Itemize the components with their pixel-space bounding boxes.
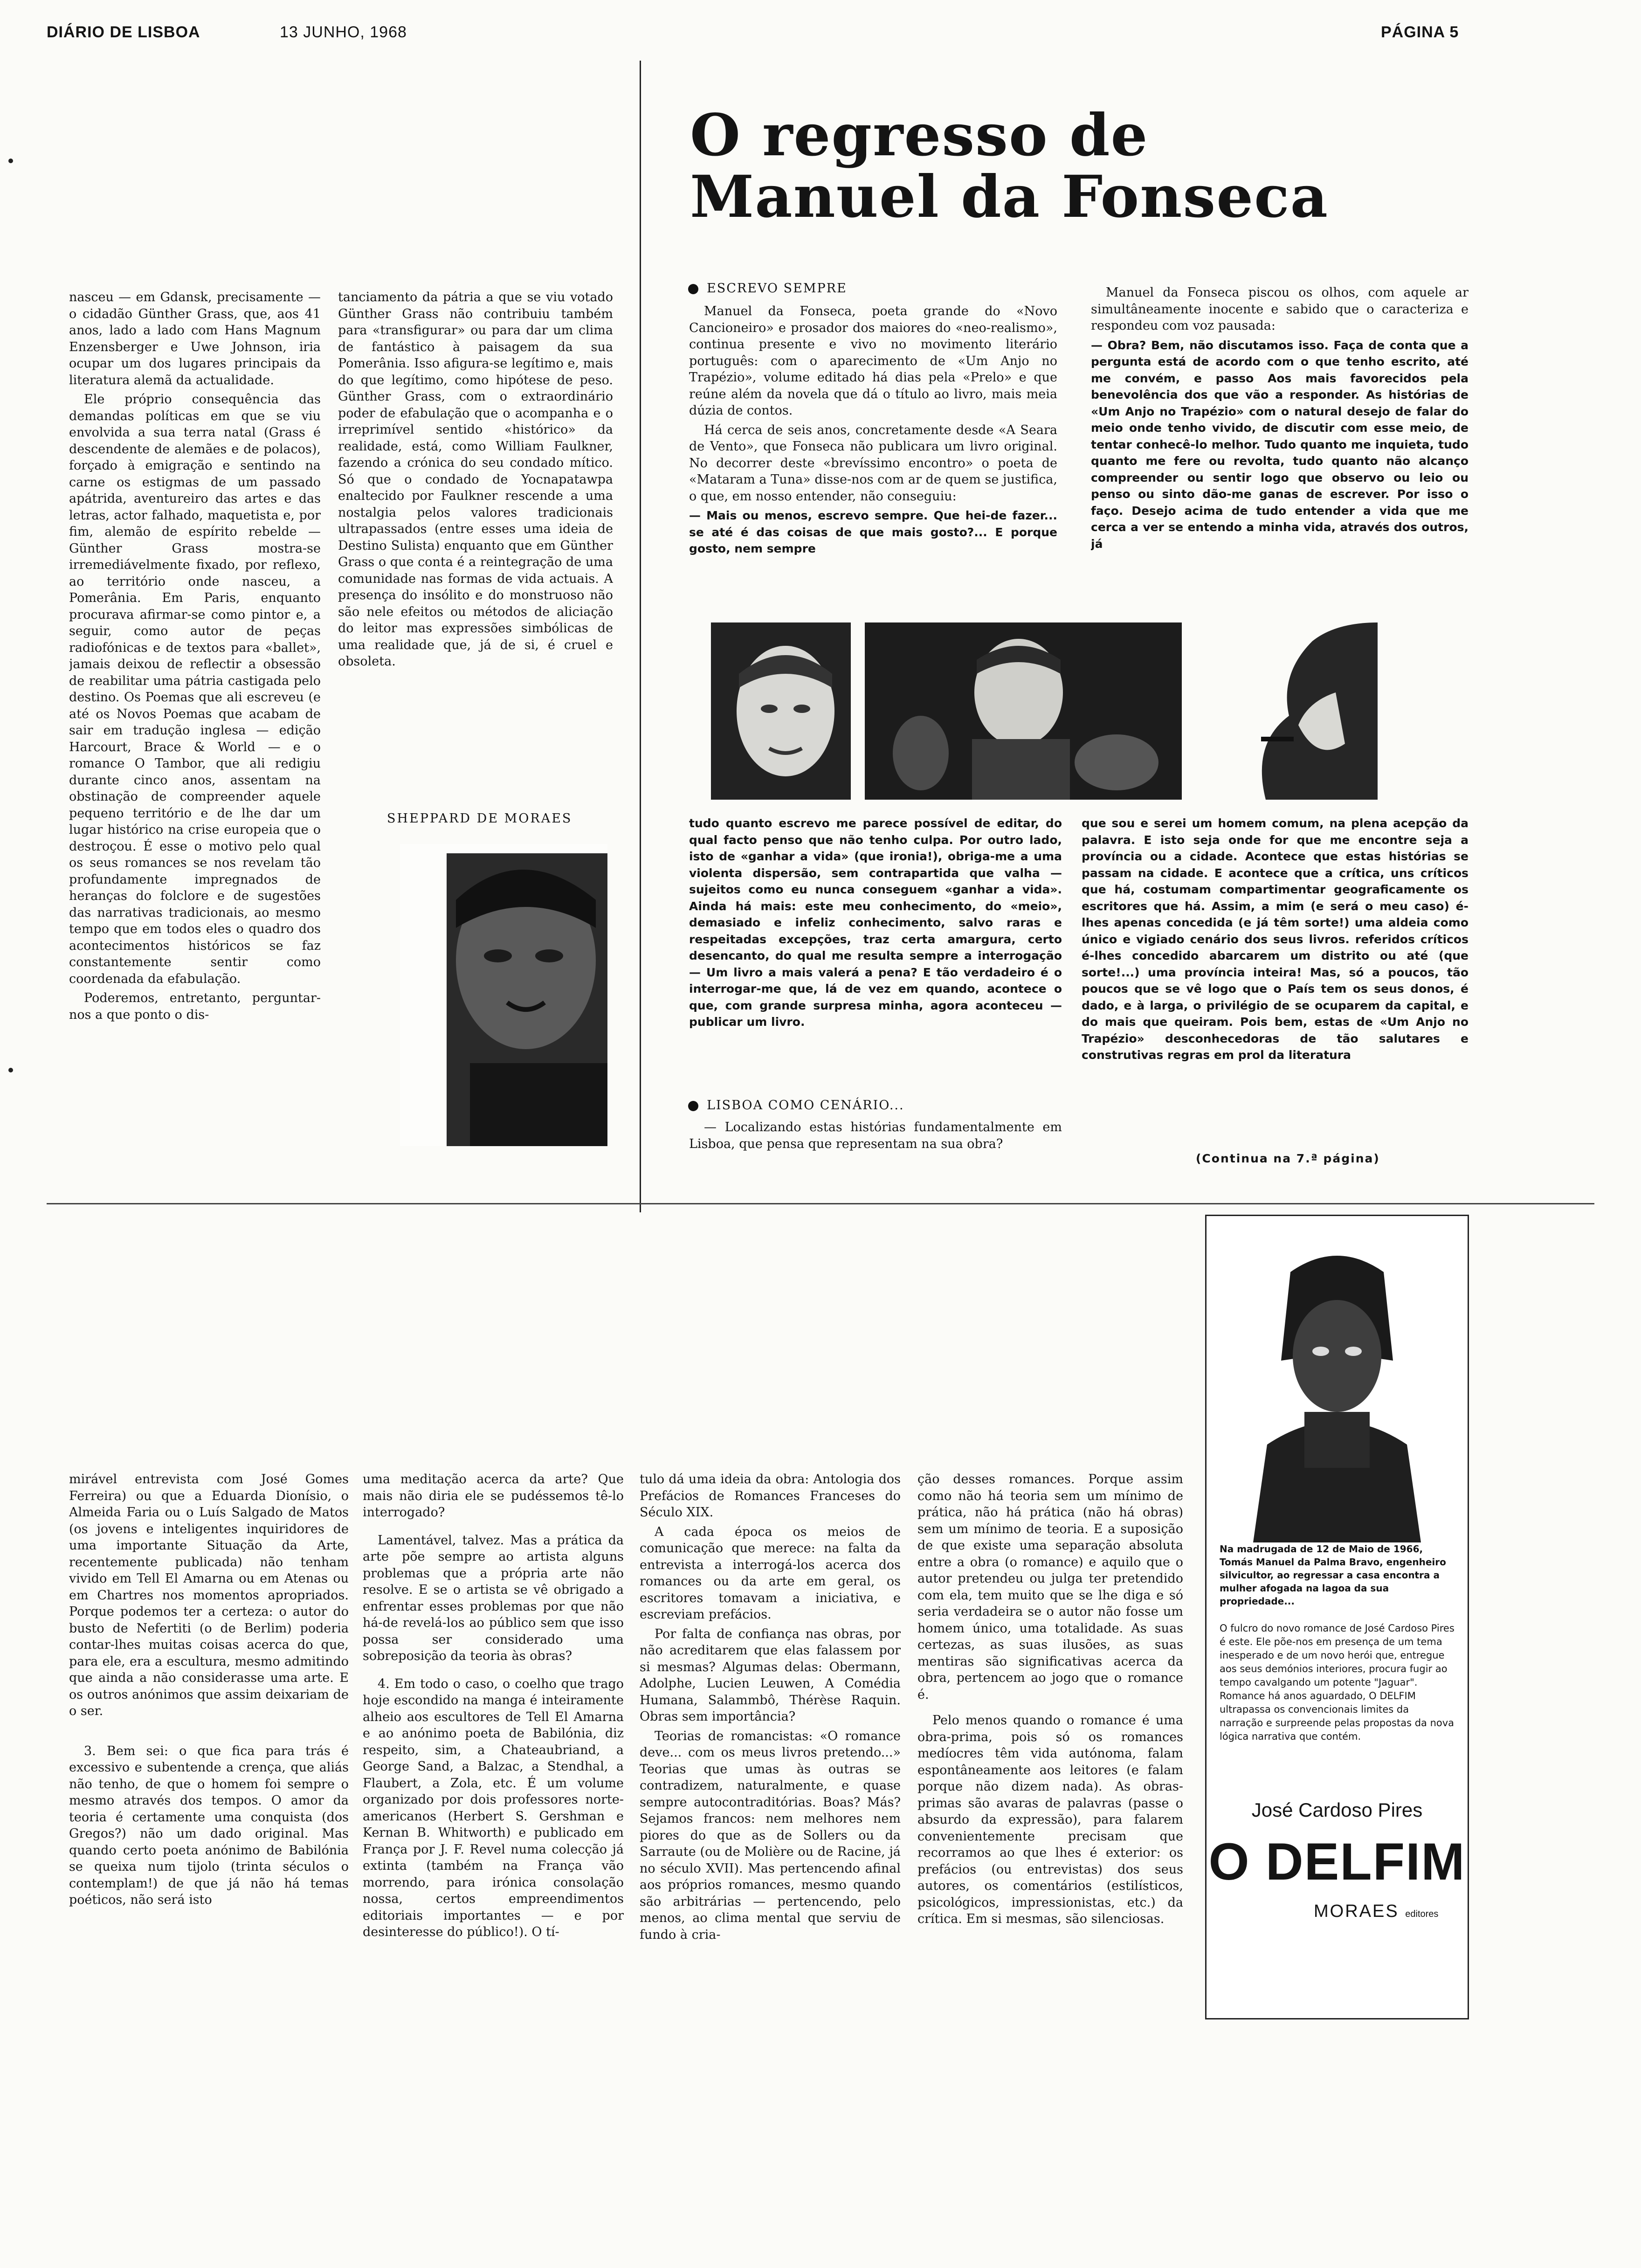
right-paragraph: — Obra? Bem, não discutamos isso. Faça de conta que a pergunta está de acordo com o que tenho escrito, até me convém, e passo Aos mais favorecidos pela benevolência dos que vão a responder. As histórias de «Um Anjo no Trapézio» com o natural desejo de falar do meio onde tenho vivido, de discutir com esse meio, de tentar conhecê-lo melhor. Tudo quanto me inquieta, tudo quanto me fere ou revolta, tudo quanto não alcanço compreender ou sentir logo que observo ou leio ou penso ou sinto dão-me ganas de escrever. Por isso o faço. Desejo acima de tudo entender a vida que me cerca a ver se entendo a minha vida, através dos outros, já — [1091, 338, 1469, 551]
bottom-paragraph: mirável entrevista com José Gomes Ferreira) ou que a Eduarda Dionísio, o Almeida Faria ou o Luís Salgado de Matos (os jovens e inteligentes inquiridores de uma importante Situação da Arte, recentemente publicada) não tenham vivido em Tell El Amarna ou em Atenas ou em Chartres nos momentos apropriados. Porque podemos ter a certeza: o autor do busto de Nefertiti (o de Berlim) poderia contar-lhes muitas coisas acerca do que, para ele, era a escultura, mesmo admitindo que ainda a não considerasse uma arte. E os outros anónimos que assim deixariam de o ser. — [69, 1472, 349, 1718]
bottom-paragraph: uma meditação acerca da arte? Que mais não diria ele se pudéssemos tê-lo interrogado? — [363, 1472, 624, 1520]
article-title — [690, 102, 1329, 231]
fonseca-photo-1 — [711, 622, 851, 800]
bottom-column-4 — [917, 1471, 1183, 2101]
bottom-paragraph: Por falta de confiança nas obras, por não acreditarem que elas falassem por si mesmas? Algumas delas: Obermann, Adolphe, Lucien Leuwen, A Comédia Humana, Salammbô, Thérèse Raquin. Obras sem importância? — [640, 1626, 901, 1724]
author-photo — [400, 844, 607, 1146]
intro-paragraph: Manuel da Fonseca, poeta grande do «Novo Cancioneiro» e prosador dos maiores do «neo-realismo», continua presente e vivo no movimento literário português: com o aparecimento de «Um Anjo no Trapézio», volume editado há dias pela «Prelo» e que reúne além da novela que dá o título ao livro, mais meia dúzia de contos. — [689, 304, 1057, 418]
bottom-paragraph: 4. Em todo o caso, o coelho que trago hoje escondido na manga é inteiramente alheio aos escultores de Tell El Amarna e ao anónimo poeta de Babilónia, diz respeito, sim, a Chateaubriand, a George Sand, a Balzac, a Stendhal, a Flaubert, a Zola, etc. É um volume organizado por dois professores norte-americanos (Herbert S. Gershman e Kernan B. Whitworth) e publicado em França por J. F. Revel numa colecção já extinta (também na França vão morrendo, para irónica consolação nossa, certos empreendimentos editoriais importantes — e por desinteresse do público!). O tí- — [363, 1676, 624, 1939]
grass-column-1 — [69, 289, 321, 1189]
fonseca-lower-left — [689, 815, 1062, 1113]
column-rule — [640, 61, 641, 1212]
bullet-icon — [688, 1101, 698, 1111]
question-paragraph: — Localizando estas histórias fundamentalmente em Lisboa, que pensa que representam na sua obra? — [689, 1120, 1062, 1151]
grass-paragraph: Poderemos, entretanto, perguntar-nos a que ponto o dis- — [69, 991, 321, 1022]
bottom-paragraph: Teorias de romancistas: «O romance deve... com os meus livros pretendo...» Teorias que umas às outras se contradizem, naturalmente, e quase sempre autocontraditórias. Boas? Más? Sejamos francos: nem melhores nem piores do que as de Sollers ou da Sarraute (ou de Molière ou de Racine, já no século XVII). Mas pertencendo afinal aos próprios romances, mesmo quando são arbitrárias — pertencendo, pelo menos, ao clima mental que serviu de fundo à cria- — [640, 1729, 901, 1942]
ad-author: José Cardoso Pires — [1251, 1799, 1423, 1821]
section-rule — [47, 1203, 1594, 1204]
bottom-column-3 — [640, 1471, 901, 2101]
author-signature: SHEPPARD DE MORAES — [387, 811, 572, 826]
fonseca-photo-2 — [865, 622, 1182, 800]
bottom-paragraph: ção desses romances. Porque assim como não há teoria sem um mínimo de prática, não há prática (não há obras) sem um mínimo de teoria. E a suposição de que existe uma separação absoluta entre a obra (o romance) e aquilo que o autor pretendeu ou julga ter pretendido com ela, tem muito que se lhe diga e só seria verdadeira se o autor não fosse um homem único, uma totalidade. As suas certezas, as suas ilusões, as suas mentiras são significativas acerca da obra, pertencem ao jogo que o romance é. — [917, 1472, 1183, 1702]
margin-mark — [8, 159, 13, 163]
continued-note: (Continua na 7.ª página) — [1196, 1152, 1380, 1165]
scene-graphic — [865, 622, 1182, 800]
publisher-suffix: editores — [1405, 1909, 1439, 1919]
title-line-1: O regresso de — [690, 102, 1149, 169]
portrait-graphic — [711, 622, 851, 800]
ad-caption: Na madrugada de 12 de Maio de 1966, Tomás Manuel da Palma Bravo, engenheiro silvicultor, ao regressar a casa encontra a mulher afogada na lagoa da sua propriedade... — [1220, 1543, 1446, 1607]
ad-photo — [1225, 1244, 1449, 1542]
ad-body: O fulcro do novo romance de José Cardoso Pires é este. Ele põe-nos em presença de um tema inesperado e de um novo herói que, entregue aos seus demónios interiores, procura fugir ao tempo cavalgando um potente "Jaguar". Romance há anos aguardado, O DELFIM ultrapassa os convencionais limites da narração e surpreende pelas propostas da nova lógica narrativa que contém. — [1220, 1623, 1455, 1742]
bottom-column-1 — [69, 1471, 349, 2101]
subhead-text: ESCREVO SEMPRE — [707, 281, 847, 296]
subhead-escrevo-sempre — [688, 281, 847, 296]
page-number: PÁGINA 5 — [1381, 23, 1459, 41]
fonseca-intro-column — [689, 303, 1057, 620]
answer-paragraph: tudo quanto escrevo me parece possível de editar, do qual facto penso que não tenho culpa. Por outro lado, isto de «ganhar a vida» (que ironia!), obriga-me a uma violenta dispersão, sem contrapartida que valha — sujeitos como eu nunca conseguem «ganhar a vida». Ainda há mais: este meu conhecimento, do «meio», demasiado e infeliz conhecimento, salvo raras e respeitadas excepções, traz certa amargura, certo desencanto, do qual me resulta sempre a interrogação — Um livro a mais valerá a pena? E tão verdadeiro é o interrogar-me que, lá de vez em quando, acontece o que, com grande surpresa minha, agora aconteceu — publicar um livro. — [689, 816, 1062, 1029]
bottom-paragraph: Lamentável, talvez. Mas a prática da arte põe sempre ao artista alguns problemas que a própria arte não resolve. E se o artista se vê obrigado a enfrentar esses problemas por que não há-de revelá-los ao público sem que isso possa ser considerado uma sobreposição da teoria às obras? — [363, 1533, 624, 1663]
bottom-paragraph: 3. Bem sei: o que fica para trás é excessivo e subentende a crença, que aliás não tenho, de que o homem foi sempre o mesmo através dos tempos. O amor da teoria é certamente uma conquista (dos Gregos?) não um dado original. Mas quando certo poeta anónimo de Babilónia se queixa num tijolo (trinta séculos o contemplam!) de que já não há temas poéticos, não será isto — [69, 1743, 349, 1907]
portrait-graphic — [400, 844, 607, 1146]
bullet-icon — [688, 284, 698, 294]
fonseca-lower-right — [1082, 815, 1469, 1169]
grass-paragraph: tanciamento da pátria a que se viu votado Günther Grass não contribuiu também para «transfigurar» ou para dar um clima de fantástico à paisagem da sua Pomerânia. Isso afigura-se legítimo e, mais do que legítimo, como hipótese de peso. Günther Grass, com o extraordinário poder de efabulação que o acompanha e o irreprimível sentido «histórico» da realidade, está, como William Faulkner, fazendo a crónica do seu condado mítico. Só que o condado de Yocnapatawpa enaltecido por Faulkner rescende a uma nostalgia pelos valores tradicionais ultrapassados (entre esses uma ideia de Destino Sulista) enquanto que em Günther Grass o que conta é a reintegração de uma comunidade nas formas de vida actuais. A presença do insólito e do monstruoso não são nele efeitos ou métodos de aliciação do leitor mas expressões simbólicas de uma realidade que, já de si, é cruel e obsoleta. — [338, 290, 613, 669]
ad-book-title: O DELFIM — [1208, 1832, 1466, 1891]
subhead-text: LISBOA COMO CENÁRIO... — [707, 1098, 904, 1113]
portrait-graphic — [1196, 622, 1378, 800]
subhead-lisboa — [688, 1098, 904, 1113]
grass-paragraph: nasceu — em Gdansk, precisamente — o cidadão Günther Grass, que, aos 41 anos, lado a lado com Hans Magnum Enzensberger e Uwe Johnson, iria ocupar um dos lugares principais da literatura alemã da actualidade. — [69, 290, 321, 387]
issue-date: 13 JUNHO, 1968 — [280, 23, 407, 41]
model-graphic — [1225, 1244, 1449, 1542]
margin-mark — [8, 1068, 13, 1072]
book-advertisement — [1205, 1215, 1469, 2019]
bottom-paragraph: tulo dá uma ideia da obra: Antologia dos Prefácios de Romances Franceses do Século XIX. — [640, 1472, 901, 1520]
grass-paragraph: Ele próprio consequência das demandas políticas em que se viu envolvida a sua terra natal (Grass é descendente de alemães e de polacos), forçado à emigração e sentindo na carne os estigmas de um passado apátrida, aventureiro das artes e das letras, actor falhado, maquetista e, por fim, alemão de espírito rebelde — Günther Grass mostra-se irremediávelmente fixado, por reflexo, ao território onde nasceu, a Pomerânia. Em Paris, enquanto procurava afirmar-se como pintor e, a seguir, como autor de peças radiofónicas e de textos para «ballet», jamais deixou de reflectir a obsessão de reabilitar uma pátria castigada pelo destino. Os Poemas que ali escreveu (e até os Novos Poemas que acabam de sair em tradução inglesa — edição Harcourt, Brace & World — e o romance O Tambor, que ali redigiu durante cinco anos, assentam na obstinação de compreender aquele pequeno território e de lhe dar um lugar histórico na crise europeia que o destroçou. É esse o motivo pelo qual os seus romances se nos revelam tão profundamente impregnados de heranças do folclore e de sugestões das narrativas tradicionais, ao mesmo tempo que em todos eles o quadro dos acontecimentos históricos se faz constantemente sentir como coordenada da efabulação. — [69, 392, 321, 986]
ad-publisher — [1314, 1902, 1438, 1922]
fonseca-question — [689, 1119, 1062, 1184]
bottom-paragraph: Pelo menos quando o romance é uma obra-prima, pois só os romances medíocres têm vida autónoma, falam espontâneamente aos leitores (e falam porque não dizem nada). As obras-primas são avaras de palavras (passe o absurdo da expressão), para falarem convenientemente precisam que recorramos ao que lhes é exterior: os prefácios (ou entrevistas) dos seus autores, os comentários (estilísticos, psicológicos, impressionistas, etc.) da crítica. Em si mesmas, são silenciosas. — [917, 1713, 1183, 1926]
title-line-2: Manuel da Fonseca — [690, 163, 1329, 231]
intro-paragraph: — Mais ou menos, escrevo sempre. Que hei-de fazer... se até é das coisas de que mais gosto?... E porque gosto, nem sempre — [689, 509, 1057, 555]
answer-paragraph: que sou e serei um homem comum, na plena acepção da palavra. E isto seja onde for que me encontre seja a província ou a cidade. Acontece que estas histórias se passam na cidade. E acontece que a crítica, uns críticos que há, costumam compartimentar geograficamente os escritores que há. Assim, a mim (e será o meu caso) é-lhes apenas concedida (e já têm sorte!) uma aldeia como único e vigiado cenário dos seus livros. referidos críticos é-lhes concedido abarcarem um distrito ou até (que sorte!...) uma província inteira! Mas, só a poucos, tão poucos que se vê logo que o País tem os seus donos, é dado, e à larga, o privilégio de se ocuparem da capital, e do mais que queiram. Pois bem, estas de «Um Anjo no Trapézio» desconhecedoras de tão salutares e construtivas regras em prol da literatura — [1082, 816, 1469, 1062]
grass-column-2 — [338, 289, 613, 807]
intro-paragraph: Há cerca de seis anos, concretamente desde «A Seara de Vento», que Fonseca não publicara um livro original. No decorrer deste «brevíssimo encontro» o poeta de «Mataram a Tuna» disse-nos com ar de quem se justifica, o que, em nosso entender, não conseguiu: — [689, 422, 1057, 504]
bottom-paragraph: A cada época os meios de comunicação que merece: na falta da entrevista a interrogá-los acerca dos romances ou da arte em geral, os escritores tomavam a iniciativa, e escreviam prefácios. — [640, 1524, 901, 1622]
publisher-logo: MORAES — [1314, 1902, 1399, 1921]
fonseca-photo-3 — [1196, 622, 1378, 800]
fonseca-right-column — [1091, 284, 1469, 620]
newspaper-name: DIÁRIO DE LISBOA — [47, 23, 200, 41]
bottom-column-2 — [363, 1471, 624, 2101]
right-paragraph: Manuel da Fonseca piscou os olhos, com aquele ar simultâneamente inocente e sabido que o caracteriza e respondeu com voz pausada: — [1091, 285, 1469, 333]
